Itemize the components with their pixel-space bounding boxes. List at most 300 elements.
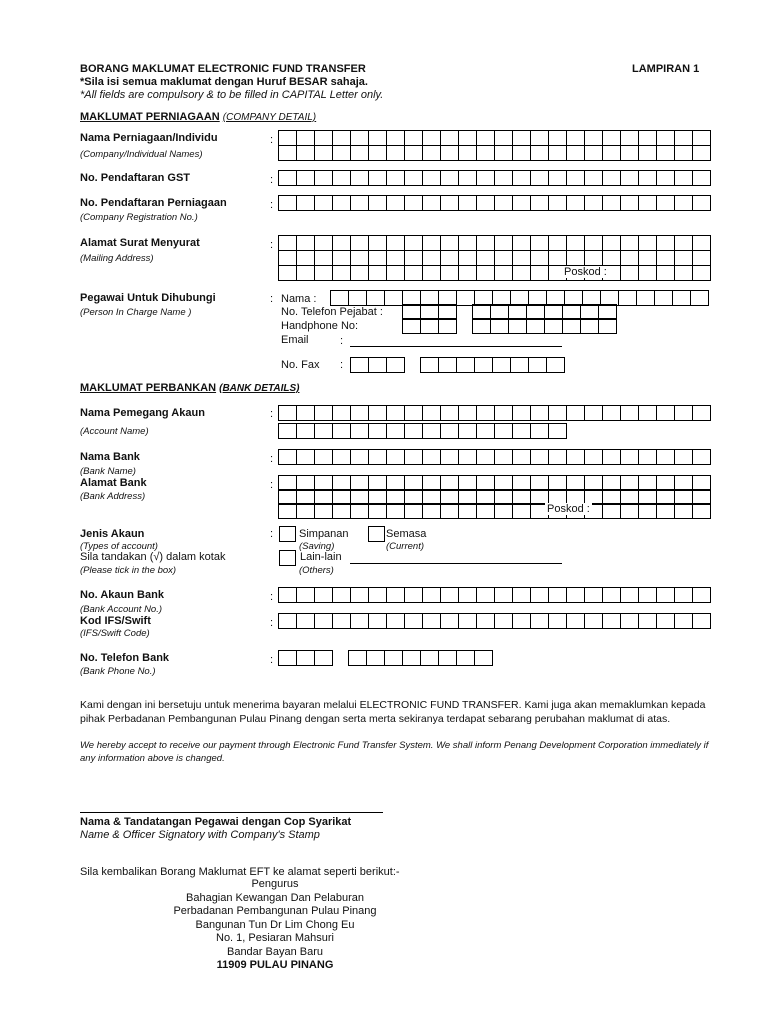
char-box[interactable] xyxy=(423,235,441,251)
char-box[interactable] xyxy=(279,587,297,603)
char-box[interactable] xyxy=(693,195,711,211)
char-box[interactable] xyxy=(509,318,527,334)
char-box[interactable] xyxy=(603,449,621,465)
char-box[interactable] xyxy=(657,195,675,211)
char-box[interactable] xyxy=(693,613,711,629)
char-box[interactable] xyxy=(693,145,711,161)
fax-prefix-boxes[interactable] xyxy=(350,357,405,373)
char-box[interactable] xyxy=(477,503,495,519)
char-box[interactable] xyxy=(639,145,657,161)
char-box[interactable] xyxy=(621,145,639,161)
char-box[interactable] xyxy=(491,318,509,334)
char-box[interactable] xyxy=(441,613,459,629)
char-box[interactable] xyxy=(351,195,369,211)
char-box[interactable] xyxy=(621,130,639,146)
char-box[interactable] xyxy=(477,130,495,146)
char-box[interactable] xyxy=(297,265,315,281)
char-box[interactable] xyxy=(459,503,477,519)
char-box[interactable] xyxy=(673,290,691,306)
char-box[interactable] xyxy=(333,613,351,629)
char-box[interactable] xyxy=(333,449,351,465)
char-box[interactable] xyxy=(441,235,459,251)
char-box[interactable] xyxy=(585,130,603,146)
char-box[interactable] xyxy=(585,405,603,421)
char-box[interactable] xyxy=(513,613,531,629)
char-box[interactable] xyxy=(657,250,675,266)
char-box[interactable] xyxy=(459,195,477,211)
char-box[interactable] xyxy=(581,318,599,334)
char-box[interactable] xyxy=(603,195,621,211)
char-box[interactable] xyxy=(657,145,675,161)
char-box[interactable] xyxy=(441,250,459,266)
char-box[interactable] xyxy=(387,613,405,629)
char-box[interactable] xyxy=(279,250,297,266)
char-box[interactable] xyxy=(567,613,585,629)
char-box[interactable] xyxy=(529,357,547,373)
char-box[interactable] xyxy=(621,449,639,465)
char-box[interactable] xyxy=(495,503,513,519)
char-box[interactable] xyxy=(421,318,439,334)
char-box[interactable] xyxy=(603,405,621,421)
char-box[interactable] xyxy=(441,503,459,519)
bank-phone-prefix-boxes[interactable] xyxy=(278,650,333,666)
char-box[interactable] xyxy=(387,235,405,251)
char-box[interactable] xyxy=(639,613,657,629)
char-box[interactable] xyxy=(369,265,387,281)
char-box[interactable] xyxy=(279,449,297,465)
char-box[interactable] xyxy=(333,170,351,186)
char-box[interactable] xyxy=(369,195,387,211)
char-box[interactable] xyxy=(369,357,387,373)
mailing-address-row-3[interactable] xyxy=(278,265,711,281)
char-box[interactable] xyxy=(567,405,585,421)
char-box[interactable] xyxy=(513,503,531,519)
char-box[interactable] xyxy=(477,170,495,186)
char-box[interactable] xyxy=(331,290,349,306)
bank-phone-number-boxes[interactable] xyxy=(348,650,493,666)
char-box[interactable] xyxy=(639,449,657,465)
char-box[interactable] xyxy=(639,170,657,186)
char-box[interactable] xyxy=(459,423,477,439)
char-box[interactable] xyxy=(423,405,441,421)
char-box[interactable] xyxy=(387,423,405,439)
char-box[interactable] xyxy=(459,145,477,161)
char-box[interactable] xyxy=(531,405,549,421)
char-box[interactable] xyxy=(675,130,693,146)
char-box[interactable] xyxy=(297,503,315,519)
char-box[interactable] xyxy=(567,170,585,186)
char-box[interactable] xyxy=(639,195,657,211)
char-box[interactable] xyxy=(495,130,513,146)
char-box[interactable] xyxy=(369,503,387,519)
char-box[interactable] xyxy=(549,449,567,465)
char-box[interactable] xyxy=(477,405,495,421)
char-box[interactable] xyxy=(531,449,549,465)
char-box[interactable] xyxy=(423,195,441,211)
char-box[interactable] xyxy=(369,235,387,251)
char-box[interactable] xyxy=(459,170,477,186)
char-box[interactable] xyxy=(675,145,693,161)
char-box[interactable] xyxy=(315,449,333,465)
char-box[interactable] xyxy=(369,145,387,161)
char-box[interactable] xyxy=(297,250,315,266)
char-box[interactable] xyxy=(315,250,333,266)
char-box[interactable] xyxy=(657,130,675,146)
char-box[interactable] xyxy=(279,650,297,666)
char-box[interactable] xyxy=(621,613,639,629)
char-box[interactable] xyxy=(441,145,459,161)
fax-number-boxes[interactable] xyxy=(420,357,565,373)
char-box[interactable] xyxy=(367,650,385,666)
char-box[interactable] xyxy=(369,170,387,186)
char-box[interactable] xyxy=(513,170,531,186)
char-box[interactable] xyxy=(315,503,333,519)
char-box[interactable] xyxy=(547,357,565,373)
char-box[interactable] xyxy=(333,250,351,266)
char-box[interactable] xyxy=(349,290,367,306)
char-box[interactable] xyxy=(549,170,567,186)
char-box[interactable] xyxy=(405,235,423,251)
char-box[interactable] xyxy=(549,130,567,146)
gst-number-boxes[interactable] xyxy=(278,170,711,186)
char-box[interactable] xyxy=(639,405,657,421)
char-box[interactable] xyxy=(333,423,351,439)
char-box[interactable] xyxy=(351,265,369,281)
char-box[interactable] xyxy=(351,235,369,251)
char-box[interactable] xyxy=(351,170,369,186)
char-box[interactable] xyxy=(639,235,657,251)
mailing-address-row-1[interactable] xyxy=(278,235,711,251)
char-box[interactable] xyxy=(351,423,369,439)
char-box[interactable] xyxy=(657,235,675,251)
char-box[interactable] xyxy=(333,235,351,251)
char-box[interactable] xyxy=(369,405,387,421)
char-box[interactable] xyxy=(567,195,585,211)
char-box[interactable] xyxy=(297,587,315,603)
char-box[interactable] xyxy=(457,650,475,666)
char-box[interactable] xyxy=(675,235,693,251)
char-box[interactable] xyxy=(315,235,333,251)
char-box[interactable] xyxy=(531,235,549,251)
char-box[interactable] xyxy=(405,613,423,629)
char-box[interactable] xyxy=(279,235,297,251)
char-box[interactable] xyxy=(387,130,405,146)
char-box[interactable] xyxy=(351,587,369,603)
char-box[interactable] xyxy=(351,449,369,465)
char-box[interactable] xyxy=(567,145,585,161)
char-box[interactable] xyxy=(369,587,387,603)
account-holder-row-2[interactable] xyxy=(278,423,567,439)
char-box[interactable] xyxy=(279,195,297,211)
char-box[interactable] xyxy=(459,250,477,266)
char-box[interactable] xyxy=(585,613,603,629)
char-box[interactable] xyxy=(545,318,563,334)
char-box[interactable] xyxy=(315,145,333,161)
char-box[interactable] xyxy=(495,449,513,465)
char-box[interactable] xyxy=(513,145,531,161)
char-box[interactable] xyxy=(369,130,387,146)
char-box[interactable] xyxy=(621,265,639,281)
char-box[interactable] xyxy=(439,650,457,666)
char-box[interactable] xyxy=(585,587,603,603)
char-box[interactable] xyxy=(549,405,567,421)
char-box[interactable] xyxy=(473,318,491,334)
char-box[interactable] xyxy=(315,423,333,439)
char-box[interactable] xyxy=(639,503,657,519)
char-box[interactable] xyxy=(441,449,459,465)
char-box[interactable] xyxy=(477,613,495,629)
char-box[interactable] xyxy=(421,650,439,666)
char-box[interactable] xyxy=(369,423,387,439)
char-box[interactable] xyxy=(297,405,315,421)
char-box[interactable] xyxy=(369,613,387,629)
char-box[interactable] xyxy=(351,357,369,373)
char-box[interactable] xyxy=(477,195,495,211)
char-box[interactable] xyxy=(513,265,531,281)
char-box[interactable] xyxy=(423,503,441,519)
mailing-address-row-2[interactable] xyxy=(278,250,711,266)
char-box[interactable] xyxy=(531,145,549,161)
char-box[interactable] xyxy=(405,170,423,186)
char-box[interactable] xyxy=(495,405,513,421)
char-box[interactable] xyxy=(585,145,603,161)
char-box[interactable] xyxy=(567,587,585,603)
char-box[interactable] xyxy=(333,130,351,146)
char-box[interactable] xyxy=(423,250,441,266)
char-box[interactable] xyxy=(693,449,711,465)
char-box[interactable] xyxy=(385,290,403,306)
char-box[interactable] xyxy=(603,235,621,251)
char-box[interactable] xyxy=(567,130,585,146)
char-box[interactable] xyxy=(459,587,477,603)
char-box[interactable] xyxy=(693,170,711,186)
char-box[interactable] xyxy=(693,503,711,519)
char-box[interactable] xyxy=(279,423,297,439)
char-box[interactable] xyxy=(421,357,439,373)
char-box[interactable] xyxy=(621,503,639,519)
char-box[interactable] xyxy=(567,449,585,465)
char-box[interactable] xyxy=(475,357,493,373)
char-box[interactable] xyxy=(675,265,693,281)
char-box[interactable] xyxy=(495,145,513,161)
char-box[interactable] xyxy=(459,235,477,251)
char-box[interactable] xyxy=(657,265,675,281)
char-box[interactable] xyxy=(657,449,675,465)
char-box[interactable] xyxy=(405,195,423,211)
char-box[interactable] xyxy=(531,265,549,281)
char-box[interactable] xyxy=(387,195,405,211)
char-box[interactable] xyxy=(513,235,531,251)
char-box[interactable] xyxy=(637,290,655,306)
char-box[interactable] xyxy=(405,503,423,519)
char-box[interactable] xyxy=(279,265,297,281)
char-box[interactable] xyxy=(351,130,369,146)
char-box[interactable] xyxy=(297,130,315,146)
char-box[interactable] xyxy=(495,613,513,629)
char-box[interactable] xyxy=(621,587,639,603)
char-box[interactable] xyxy=(495,235,513,251)
char-box[interactable] xyxy=(639,265,657,281)
char-box[interactable] xyxy=(675,405,693,421)
char-box[interactable] xyxy=(531,587,549,603)
char-box[interactable] xyxy=(441,130,459,146)
char-box[interactable] xyxy=(675,170,693,186)
char-box[interactable] xyxy=(531,195,549,211)
char-box[interactable] xyxy=(585,235,603,251)
char-box[interactable] xyxy=(369,250,387,266)
char-box[interactable] xyxy=(423,423,441,439)
char-box[interactable] xyxy=(585,170,603,186)
char-box[interactable] xyxy=(531,250,549,266)
char-box[interactable] xyxy=(563,318,581,334)
char-box[interactable] xyxy=(531,423,549,439)
handphone-number-boxes[interactable] xyxy=(472,318,617,334)
char-box[interactable] xyxy=(693,250,711,266)
char-box[interactable] xyxy=(675,613,693,629)
char-box[interactable] xyxy=(441,195,459,211)
char-box[interactable] xyxy=(657,405,675,421)
char-box[interactable] xyxy=(657,613,675,629)
char-box[interactable] xyxy=(493,357,511,373)
savings-checkbox[interactable] xyxy=(279,526,296,542)
char-box[interactable] xyxy=(675,587,693,603)
char-box[interactable] xyxy=(457,357,475,373)
char-box[interactable] xyxy=(403,318,421,334)
char-box[interactable] xyxy=(495,250,513,266)
char-box[interactable] xyxy=(405,265,423,281)
char-box[interactable] xyxy=(315,650,333,666)
char-box[interactable] xyxy=(693,265,711,281)
char-box[interactable] xyxy=(297,195,315,211)
char-box[interactable] xyxy=(441,405,459,421)
char-box[interactable] xyxy=(333,265,351,281)
char-box[interactable] xyxy=(477,265,495,281)
char-box[interactable] xyxy=(675,503,693,519)
char-box[interactable] xyxy=(585,250,603,266)
char-box[interactable] xyxy=(655,290,673,306)
char-box[interactable] xyxy=(279,145,297,161)
char-box[interactable] xyxy=(297,423,315,439)
char-box[interactable] xyxy=(351,145,369,161)
char-box[interactable] xyxy=(477,250,495,266)
char-box[interactable] xyxy=(693,405,711,421)
char-box[interactable] xyxy=(405,145,423,161)
char-box[interactable] xyxy=(459,130,477,146)
char-box[interactable] xyxy=(403,650,421,666)
char-box[interactable] xyxy=(621,405,639,421)
char-box[interactable] xyxy=(387,145,405,161)
char-box[interactable] xyxy=(423,130,441,146)
char-box[interactable] xyxy=(549,613,567,629)
char-box[interactable] xyxy=(495,587,513,603)
char-box[interactable] xyxy=(459,265,477,281)
char-box[interactable] xyxy=(423,170,441,186)
char-box[interactable] xyxy=(405,449,423,465)
char-box[interactable] xyxy=(385,650,403,666)
char-box[interactable] xyxy=(603,613,621,629)
char-box[interactable] xyxy=(459,613,477,629)
char-box[interactable] xyxy=(567,235,585,251)
char-box[interactable] xyxy=(549,250,567,266)
char-box[interactable] xyxy=(333,195,351,211)
char-box[interactable] xyxy=(675,250,693,266)
char-box[interactable] xyxy=(459,405,477,421)
char-box[interactable] xyxy=(315,587,333,603)
char-box[interactable] xyxy=(351,250,369,266)
char-box[interactable] xyxy=(387,449,405,465)
char-box[interactable] xyxy=(603,170,621,186)
char-box[interactable] xyxy=(297,613,315,629)
ifs-code-boxes[interactable] xyxy=(278,613,711,629)
char-box[interactable] xyxy=(603,145,621,161)
char-box[interactable] xyxy=(441,423,459,439)
char-box[interactable] xyxy=(531,170,549,186)
char-box[interactable] xyxy=(405,405,423,421)
char-box[interactable] xyxy=(441,170,459,186)
char-box[interactable] xyxy=(315,405,333,421)
char-box[interactable] xyxy=(279,405,297,421)
char-box[interactable] xyxy=(351,405,369,421)
char-box[interactable] xyxy=(297,145,315,161)
char-box[interactable] xyxy=(405,423,423,439)
char-box[interactable] xyxy=(279,130,297,146)
char-box[interactable] xyxy=(405,587,423,603)
char-box[interactable] xyxy=(585,195,603,211)
others-checkbox[interactable] xyxy=(279,550,296,566)
char-box[interactable] xyxy=(297,449,315,465)
char-box[interactable] xyxy=(315,195,333,211)
char-box[interactable] xyxy=(531,613,549,629)
char-box[interactable] xyxy=(333,503,351,519)
char-box[interactable] xyxy=(675,195,693,211)
char-box[interactable] xyxy=(691,290,709,306)
char-box[interactable] xyxy=(333,405,351,421)
char-box[interactable] xyxy=(369,449,387,465)
char-box[interactable] xyxy=(639,250,657,266)
char-box[interactable] xyxy=(513,449,531,465)
char-box[interactable] xyxy=(693,235,711,251)
char-box[interactable] xyxy=(603,503,621,519)
char-box[interactable] xyxy=(639,130,657,146)
char-box[interactable] xyxy=(675,449,693,465)
char-box[interactable] xyxy=(477,235,495,251)
char-box[interactable] xyxy=(297,235,315,251)
char-box[interactable] xyxy=(297,170,315,186)
char-box[interactable] xyxy=(423,265,441,281)
char-box[interactable] xyxy=(585,449,603,465)
char-box[interactable] xyxy=(405,130,423,146)
char-box[interactable] xyxy=(567,250,585,266)
char-box[interactable] xyxy=(549,423,567,439)
char-box[interactable] xyxy=(297,650,315,666)
char-box[interactable] xyxy=(439,357,457,373)
char-box[interactable] xyxy=(527,318,545,334)
char-box[interactable] xyxy=(639,587,657,603)
char-box[interactable] xyxy=(349,650,367,666)
signature-line[interactable] xyxy=(80,812,383,813)
bank-address-row-3[interactable] xyxy=(278,503,711,519)
char-box[interactable] xyxy=(657,503,675,519)
char-box[interactable] xyxy=(513,130,531,146)
char-box[interactable] xyxy=(423,145,441,161)
char-box[interactable] xyxy=(315,130,333,146)
char-box[interactable] xyxy=(351,613,369,629)
char-box[interactable] xyxy=(405,250,423,266)
char-box[interactable] xyxy=(657,170,675,186)
char-box[interactable] xyxy=(621,170,639,186)
char-box[interactable] xyxy=(279,503,297,519)
char-box[interactable] xyxy=(279,613,297,629)
